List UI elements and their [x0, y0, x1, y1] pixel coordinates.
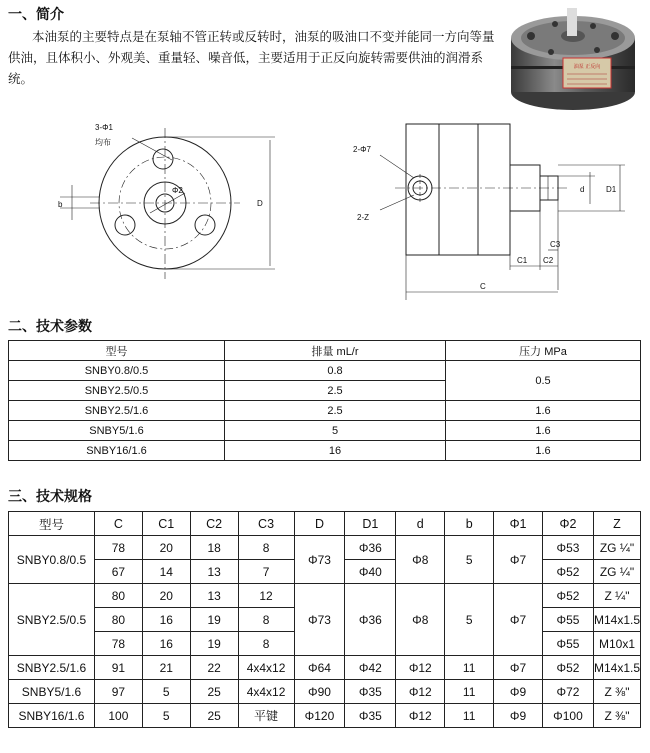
- technical-parameters-table: [8, 340, 641, 461]
- C1-label: C1: [517, 256, 528, 265]
- table-row: SNBY5/1.6 97 5 25 4x4x12 Φ90 Φ35 Φ12 11 Φ9 Φ72 Z ⅜": [9, 680, 641, 704]
- b-label: b: [58, 200, 63, 209]
- D1-label: D1: [606, 185, 617, 194]
- table-row: 67 14 13 7 Φ40 Φ52 ZG ¼": [9, 560, 641, 584]
- header-model: 型号: [9, 341, 225, 361]
- section-3-title: 三、技术规格: [8, 489, 92, 505]
- C2-label: C2: [543, 256, 554, 265]
- section-1-title: 一、简介: [8, 7, 64, 23]
- C3-label: C3: [550, 240, 561, 249]
- header-displacement: 排量 mL/r: [225, 341, 446, 361]
- pump-photo: [505, 4, 643, 114]
- table-row: SNBY16/1.6 100 5 25 平键 Φ120 Φ35 Φ12 11 Φ9 Φ100 Z ⅜": [9, 704, 641, 728]
- table-row: SNBY2.5/0.5 80 20 13 12 Φ73 Φ36 Φ8 5 Φ7 Φ52 Z ¼": [9, 584, 641, 608]
- section-2-title: 二、技术参数: [8, 319, 92, 335]
- side-view-drawing: [380, 124, 625, 300]
- table-row: SNBY0.8/0.5 0.8 0.5: [9, 361, 641, 381]
- nameplate-text: 油泵 正反向: [573, 64, 601, 70]
- phi2-label: Φ2: [172, 186, 183, 195]
- table-row: SNBY2.5/1.6 91 21 22 4x4x12 Φ64 Φ42 Φ12 11 Φ7 Φ52 M14x1.5: [9, 656, 641, 680]
- hole-note: 均布: [95, 138, 111, 147]
- technical-specifications-table: 型号 C C1 C2 C3 D D1 d b Φ1 Φ2 Z SNBY0.8/0.5 78 20 18 8 Φ73 Φ36 Φ8 5 Φ7 Φ53 ZG ¼" 67 14 13 7 Φ40 Φ52 ZG ¼" SNBY2.5/0.5 80 20 13 12 Φ73 Φ36 Φ8 5 Φ7 Φ52 Z ¼" 80 16 19 8 Φ55 M14x1.5 78 16 19 8 Φ55 M10x1 SNBY2.5/1.6 91 21 22 4x4x12 Φ64 Φ42 Φ12 11 Φ7 Φ52 M14x1.5 SNBY5/1.6 97 5 25 4x4x12 Φ90 Φ35 Φ12 11 Φ9 Φ72 Z ⅜" SNBY16/1.6 100 5 25 平键 Φ120 Φ35 Φ12 11 Φ9 Φ100 Z ⅜": [8, 511, 641, 728]
- table-row: SNBY16/1.6 16 1.6: [9, 441, 641, 461]
- table-row: 80 16 19 8 Φ55 M14x1.5: [9, 608, 641, 632]
- port-label: 2-Φ7: [353, 145, 371, 154]
- technical-drawings: [0, 110, 650, 310]
- hole-label: 3-Φ1: [95, 123, 113, 132]
- table-row: 78 16 19 8 Φ55 M10x1: [9, 632, 641, 656]
- thread-label: 2-Z: [357, 213, 369, 222]
- intro-paragraph: 本油泵的主要特点是在泵轴不管正转或反转时，油泵的吸油口不变并能同一方向等量供油，且体积小、外观美、重量轻、噪音低，主要适用于正反向旋转需要供油的润滑系统。: [8, 29, 495, 86]
- table-row: SNBY2.5/1.6 2.5 1.6: [9, 401, 641, 421]
- table-row: SNBY2.5/0.5 2.5: [9, 381, 641, 401]
- d-label: d: [580, 185, 585, 194]
- D-label: D: [257, 199, 263, 208]
- header-pressure: 压力 MPa: [446, 341, 641, 361]
- table-row: SNBY5/1.6 5 1.6: [9, 421, 641, 441]
- C-label: C: [480, 282, 486, 291]
- front-view-drawing: [60, 128, 275, 279]
- table-row: SNBY0.8/0.5 78 20 18 8 Φ73 Φ36 Φ8 5 Φ7 Φ53 ZG ¼": [9, 536, 641, 560]
